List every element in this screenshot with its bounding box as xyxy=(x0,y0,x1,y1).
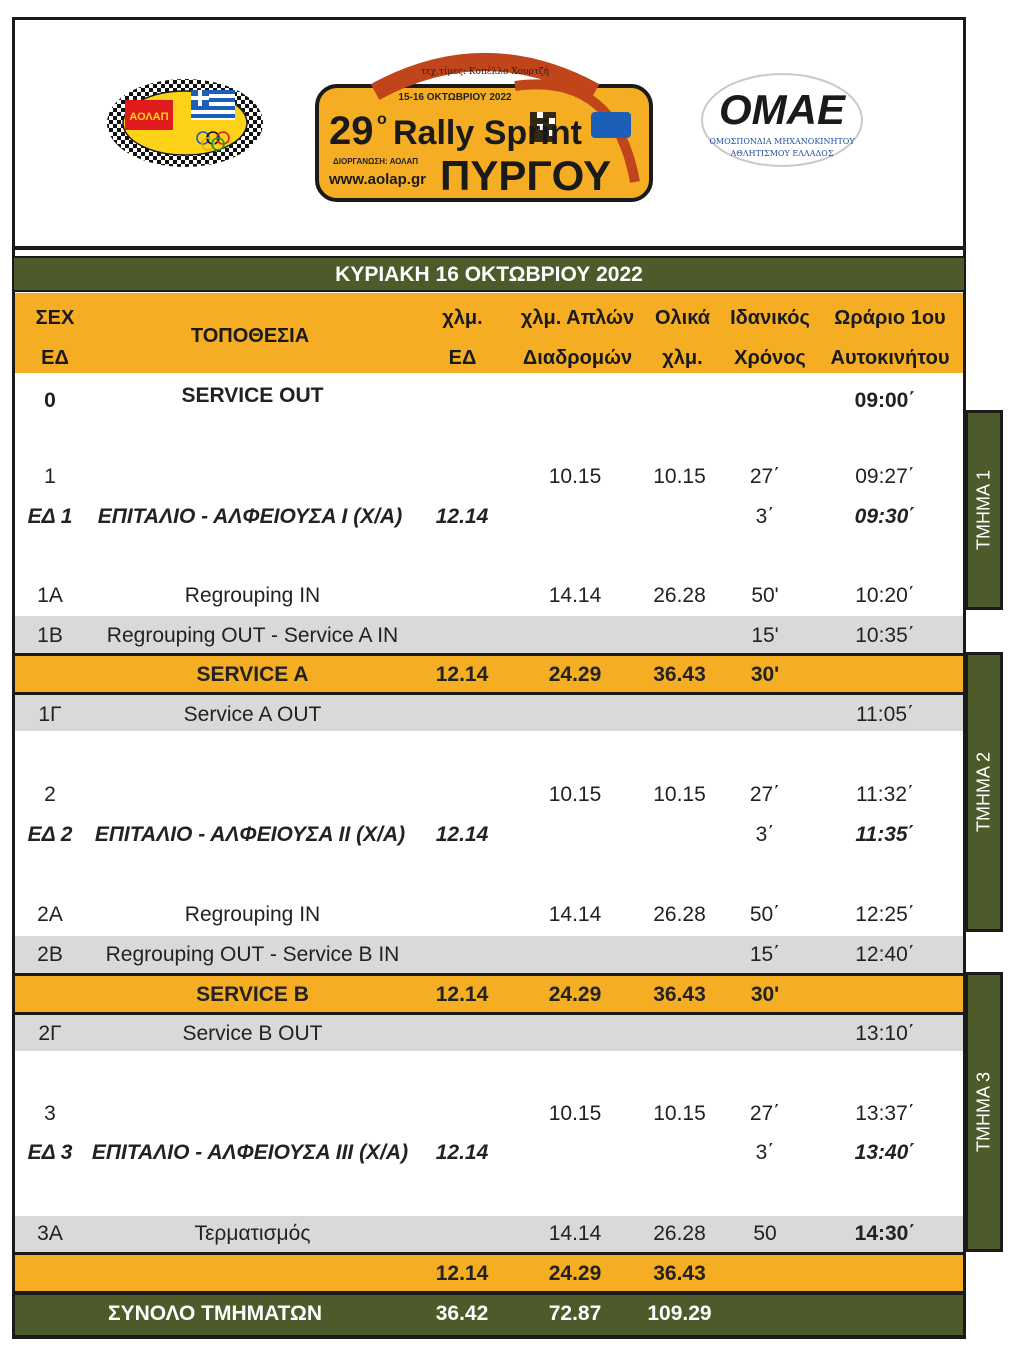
row-2a-first-car: 12:25΄ xyxy=(855,903,915,926)
row-3a-liaison: 14.14 xyxy=(548,1222,602,1245)
row-1a-liaison: 14.14 xyxy=(548,584,602,607)
row-2-tc: 2 xyxy=(44,783,56,806)
row-ss1-ideal: 3΄ xyxy=(755,505,775,528)
row-0-first-car: 09:00΄ xyxy=(854,389,916,412)
row-1a-first-car: 10:20΄ xyxy=(855,584,915,607)
header-tc-line2: ΕΔ xyxy=(41,347,69,369)
header-location: ΤΟΠΟΘΕΣΙΑ xyxy=(190,325,310,347)
row-2b-first-car: 12:40΄ xyxy=(855,943,915,966)
row-service-b-total: 36.43 xyxy=(653,983,706,1006)
row-1a-tc: 1A xyxy=(37,584,63,607)
header-ideal-line1: Ιδανικός xyxy=(730,307,810,329)
row-1a-location: Regrouping IN xyxy=(184,584,321,607)
section-3-label: ΤΜΗΜΑ 3 xyxy=(973,1071,994,1153)
row-3-ideal: 27΄ xyxy=(749,1102,781,1125)
header-liaison-line1: χλμ. Απλών xyxy=(520,307,635,329)
row-3a-ideal: 50 xyxy=(753,1222,777,1245)
row-1-first-car: 09:27΄ xyxy=(855,465,915,488)
row-2g-location: Service B OUT xyxy=(182,1022,323,1045)
row-service-a-total: 36.43 xyxy=(653,663,706,686)
row-2g-first-car: 13:10΄ xyxy=(855,1022,915,1045)
aolap-logo xyxy=(105,76,270,171)
row-3a-first-car: 14:30΄ xyxy=(854,1222,916,1245)
table-header xyxy=(12,293,966,373)
row-1g-tc: 1Γ xyxy=(38,703,62,726)
row-subtotal-total: 36.43 xyxy=(653,1262,706,1285)
row-1g-location: Service A OUT xyxy=(183,703,322,726)
row-1g-first-car: 11:05΄ xyxy=(856,703,914,726)
row-1a-ideal: 50' xyxy=(751,584,779,607)
row-1a-total: 26.28 xyxy=(653,584,706,607)
row-service-a-liaison: 24.29 xyxy=(548,663,602,686)
row-3-total: 10.15 xyxy=(653,1102,706,1125)
row-service-a-ss-km: 12.14 xyxy=(435,663,489,686)
header-first-car-line2: Αυτοκινήτου xyxy=(830,347,950,369)
row-ss1-first-car: 09:30΄ xyxy=(854,505,916,528)
body-block-3 xyxy=(12,1051,966,1216)
row-3a-location: Τερματισμός xyxy=(194,1222,311,1245)
row-subtotal-ss-km: 12.14 xyxy=(435,1262,489,1285)
row-service-b-liaison: 24.29 xyxy=(548,983,602,1006)
row-1b-tc: 1B xyxy=(37,624,63,647)
rally-organizer: ΔΙΟΡΓΑΝΩΣΗ: ΑΟΛΑΠ xyxy=(333,157,419,166)
row-1b-location: Regrouping OUT - Service A IN xyxy=(106,624,399,647)
header-total-line1: Ολικά xyxy=(654,307,711,329)
row-2a-tc: 2A xyxy=(37,903,63,926)
row-ss2-ss-km: 12.14 xyxy=(435,823,489,846)
row-1b-first-car: 10:35΄ xyxy=(855,624,915,647)
row-grand-total-liaison: 72.87 xyxy=(548,1302,602,1325)
row-ss1-ss-km: 12.14 xyxy=(435,505,489,528)
row-subtotal-liaison: 24.29 xyxy=(548,1262,602,1285)
row-ss3-tc: ΕΔ 3 xyxy=(27,1141,73,1164)
row-service-a-ideal: 30' xyxy=(750,663,780,686)
rally-website: www.aolap.gr xyxy=(329,171,426,188)
row-0-tc: 0 xyxy=(44,389,56,412)
header-total-line2: χλμ. xyxy=(662,347,703,369)
omae-line1: ΟΜΟΣΠΟΝΔΙΑ ΜΗΧΑΝΟΚΙΝΗΤΟΥ xyxy=(709,137,855,146)
day-title: ΚΥΡΙΑΚΗ 16 ΟΚΤΩΒΡΙΟΥ 2022 xyxy=(12,256,966,292)
omae-logo xyxy=(700,70,865,170)
header-tc-line1: ΣΕΧ xyxy=(35,307,75,329)
rally-title: Rally Sprint xyxy=(393,114,582,152)
row-0-location: SERVICE OUT xyxy=(181,384,324,407)
row-ss1-tc: ΕΔ 1 xyxy=(27,505,73,528)
header-ss-km-line2: ΕΔ xyxy=(448,347,477,369)
row-3-first-car: 13:37΄ xyxy=(855,1102,915,1125)
row-3a-total: 26.28 xyxy=(653,1222,706,1245)
row-1-liaison: 10.15 xyxy=(548,465,602,488)
logo-band-divider xyxy=(12,246,966,250)
omae-name: ΟΜΑΕ xyxy=(719,86,845,133)
row-ss2-location: ΕΠΙΤΑΛΙΟ - ΑΛΦΕΙΟΥΣΑ II (Χ/Α) xyxy=(94,823,406,846)
row-grand-total-ss-km: 36.42 xyxy=(435,1302,489,1325)
row-2b-location: Regrouping OUT - Service B IN xyxy=(105,943,400,966)
section-3-tab xyxy=(965,972,1003,1252)
row-1-tc: 1 xyxy=(44,465,56,488)
row-1-ideal: 27΄ xyxy=(749,465,781,488)
row-1b-ideal: 15' xyxy=(751,624,779,647)
row-2a-location: Regrouping IN xyxy=(184,903,321,926)
row-ss3-ideal: 3΄ xyxy=(755,1141,775,1164)
row-grand-total-label: ΣΥΝΟΛΟ ΤΜΗΜΑΤΩΝ xyxy=(107,1302,322,1325)
rally-arc-text: τεχ.τίμες: Κοπέλλο Χουρτζή xyxy=(420,67,550,77)
row-2-liaison: 10.15 xyxy=(548,783,602,806)
header-ideal-line2: Χρόνος xyxy=(734,347,806,369)
row-ss3-ss-km: 12.14 xyxy=(435,1141,489,1164)
row-2a-liaison: 14.14 xyxy=(548,903,602,926)
row-service-b-location: SERVICE B xyxy=(196,983,309,1006)
aolap-logo-text: ΑΟΛΑΠ xyxy=(129,111,169,123)
row-2a-total: 26.28 xyxy=(653,903,706,926)
rally-city: ΠΥΡΓΟΥ xyxy=(440,152,612,199)
row-2b-ideal: 15΄ xyxy=(749,943,781,966)
section-1-tab xyxy=(965,410,1003,610)
row-2g-tc: 2Γ xyxy=(38,1022,62,1045)
row-2-ideal: 27΄ xyxy=(749,783,781,806)
row-3-tc: 3 xyxy=(44,1102,56,1125)
rally-sprint-logo xyxy=(315,52,655,204)
row-2a-ideal: 50΄ xyxy=(749,903,781,926)
row-ss2-ideal: 3΄ xyxy=(755,823,775,846)
header-ss-km-line1: χλμ. xyxy=(442,307,483,329)
section-2-label: ΤΜΗΜΑ 2 xyxy=(973,751,994,833)
row-service-a-location: SERVICE A xyxy=(196,663,309,686)
rally-dates: 15-16 ΟΚΤΩΒΡΙΟΥ 2022 xyxy=(398,92,512,103)
row-3-liaison: 10.15 xyxy=(548,1102,602,1125)
header-liaison-line2: Διαδρομών xyxy=(522,347,633,369)
row-ss3-location: ΕΠΙΤΑΛΙΟ - ΑΛΦΕΙΟΥΣΑ III (Χ/Α) xyxy=(91,1141,409,1164)
row-grand-total-total: 109.29 xyxy=(647,1302,712,1325)
rally-number-sup: ο xyxy=(377,111,387,128)
row-ss2-first-car: 11:35΄ xyxy=(855,823,915,846)
row-2-total: 10.15 xyxy=(653,783,706,806)
row-ss2-tc: ΕΔ 2 xyxy=(27,823,73,846)
section-2-tab xyxy=(965,652,1003,932)
row-service-b-ideal: 30' xyxy=(750,983,780,1006)
rally-number: 29 xyxy=(329,109,374,153)
row-ss1-location: ΕΠΙΤΑΛΙΟ - ΑΛΦΕΙΟΥΣΑ I (Χ/Α) xyxy=(97,505,403,528)
row-service-b-ss-km: 12.14 xyxy=(435,983,489,1006)
row-ss3-first-car: 13:40΄ xyxy=(854,1141,916,1164)
row-3a-tc: 3A xyxy=(37,1222,63,1245)
row-1-total: 10.15 xyxy=(653,465,706,488)
omae-line2: ΑΘΛΗΤΙΣΜΟΥ ΕΛΛΑΔΟΣ xyxy=(730,149,834,158)
row-2b-tc: 2B xyxy=(37,943,63,966)
header-first-car-line1: Ωράριο 1ου xyxy=(834,307,946,329)
row-2-first-car: 11:32΄ xyxy=(856,783,914,806)
section-1-label: ΤΜΗΜΑ 1 xyxy=(973,469,994,551)
